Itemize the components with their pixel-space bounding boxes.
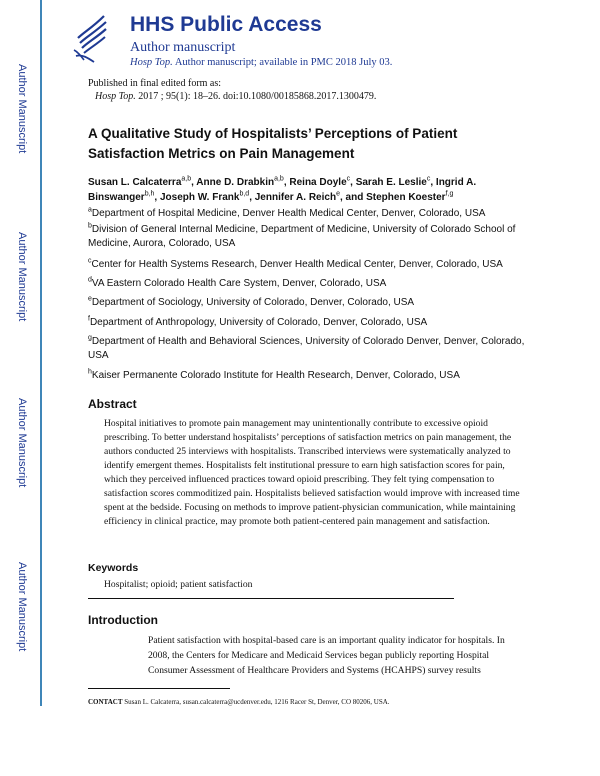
author-name: Stephen Koester [366, 192, 446, 203]
sidebar-divider [40, 0, 42, 706]
citation-text: 2017 ; 95(1): 18–26. doi:10.1080/00185868.2017.1300479. [135, 91, 377, 102]
author-manuscript-subtitle: Author manuscript [130, 40, 236, 55]
affiliation-marker: c [88, 257, 92, 265]
affiliation-text: Department of Anthropology, University of Colorado, Denver, Colorado, USA [89, 317, 428, 328]
author-name: Susan L. Calcaterra [88, 177, 182, 188]
author-name: Jennifer A. Reich [254, 192, 337, 203]
hhs-public-access-title: HHS Public Access [130, 13, 322, 36]
affiliation-marker: b [88, 222, 92, 230]
abstract-text: Hospital initiatives to promote pain management may unintentionally contribute to excessive opioid prescribing. To better understand hospitalists’ perceptions of satisfaction metrics on pain management, the authors conducted 25 interviews with hospitalists. Transcribed interviews were systematically analyzed to identify emergent themes. Hospitalists felt institutional pressure to earn high satisfaction scores for pain, which they perceived influenced practices toward opioid prescribing. They felt tying compensation to satisfaction scores commoditized pain. Hospitalists believed satisfaction would improve with increased time spent at the bedside. Focusing on methods to improve patient-physician communication, while maintaining efficiency in clinical practice, may promote both patient-centered pain management and satisfaction. [104, 418, 520, 527]
affiliation-item [88, 296, 528, 310]
contact-label: CONTACT [88, 698, 123, 706]
affiliation-text: Center for Health Systems Research, Denver Health Medical Center, Denver, Colorado, USA [91, 259, 503, 270]
published-heading: Published in final edited form as: [88, 78, 222, 89]
citation [95, 91, 376, 102]
availability-text: Author manuscript; available in PMC 2018 July 03. [172, 57, 393, 68]
affiliation-item [88, 277, 528, 291]
introduction-text: Patient satisfaction with hospital-based care is an important quality indicator for hospitals. In 2008, the Centers for Medicare and Medicaid Services began publicly reporting Hospital Consumer Assessment of Healthcare Providers and Systems (HCAHPS) survey results [148, 635, 505, 676]
sidebar-label-author-manuscript: Author Manuscript [16, 562, 28, 652]
affiliation-item [88, 335, 528, 363]
article-title: A Qualitative Study of Hospitalists’ Perceptions of Patient Satisfaction Metrics on Pain Management [88, 126, 458, 161]
author-separator: , [154, 192, 160, 203]
affiliation-marker: f [88, 315, 90, 323]
hhs-eagle-logo-icon [72, 10, 110, 66]
author-separator: , and [339, 192, 367, 203]
contact-text: Susan L. Calcaterra, susan.calcaterra@ucdenver.edu, 1216 Racer St, Denver, CO 80206, USA. [122, 698, 390, 706]
author-separator: , [283, 177, 290, 188]
affiliation-text: Department of Hospital Medicine, Denver Health Medical Center, Denver, Colorado, USA [91, 208, 486, 219]
affiliation-text: VA Eastern Colorado Health Care System, Denver, Colorado, USA [91, 278, 387, 289]
keywords-heading: Keywords [88, 562, 139, 574]
affiliation-item [88, 223, 528, 251]
author-name: Sarah E. Leslie [355, 177, 427, 188]
affiliation-marker: g [88, 334, 92, 342]
author-affiliation-marker: a,b [274, 175, 284, 183]
author-name: Ingrid A. Binswanger [88, 177, 477, 203]
author-affiliation-marker: e [336, 190, 340, 198]
citation-journal: Hosp Top. [95, 91, 136, 102]
affiliation-text: Department of Health and Behavioral Sciences, University of Colorado Denver, Denver, Colorado, USA [88, 336, 525, 361]
author-name: Anne D. Drabkin [196, 177, 275, 188]
author-separator: , [249, 192, 255, 203]
affiliation-item [88, 369, 528, 383]
affiliation-item [88, 258, 528, 272]
sidebar-label-author-manuscript: Author Manuscript [16, 232, 28, 322]
author-affiliation-marker: b,h [144, 190, 155, 198]
sidebar-label-author-manuscript: Author Manuscript [16, 398, 28, 488]
affiliation-item [88, 207, 528, 221]
affiliation-text: Division of General Internal Medicine, Department of Medicine, University of Colorado School of Medicine, Aurora, Colorado, USA [88, 224, 516, 249]
author-affiliation-marker: c [346, 175, 351, 183]
author-list [88, 175, 518, 205]
author-separator: , [191, 177, 197, 188]
sidebar-label-author-manuscript: Author Manuscript [16, 64, 28, 154]
keywords-text: Hospitalist; opioid; patient satisfaction [104, 579, 253, 590]
affiliation-text: Department of Sociology, University of Colorado, Denver, Colorado, USA [91, 297, 415, 308]
author-affiliation-marker: b,d [239, 190, 250, 198]
footnote-divider [88, 688, 230, 689]
author-name: Reina Doyle [289, 177, 347, 188]
author-affiliation-marker: a,b [181, 175, 192, 183]
author-separator: , [430, 177, 436, 188]
affiliation-item [88, 316, 528, 330]
journal-name: Hosp Top. [130, 57, 173, 68]
affiliation-text: Kaiser Permanente Colorado Institute for Health Research, Denver, Colorado, USA [91, 370, 460, 381]
affiliation-marker: a [88, 206, 92, 214]
affiliation-marker: d [88, 276, 92, 284]
author-separator: , [350, 177, 356, 188]
author-affiliation-marker: c [426, 175, 431, 183]
abstract-heading: Abstract [88, 397, 137, 411]
author-name: Joseph W. Frank [159, 192, 240, 203]
contact-footnote [88, 698, 390, 706]
affiliation-marker: h [88, 368, 92, 376]
affiliation-marker: e [88, 295, 92, 303]
availability-line [130, 57, 392, 68]
author-affiliation-marker: f,g [445, 190, 454, 198]
keywords-divider [88, 598, 454, 599]
introduction-heading: Introduction [88, 613, 158, 627]
